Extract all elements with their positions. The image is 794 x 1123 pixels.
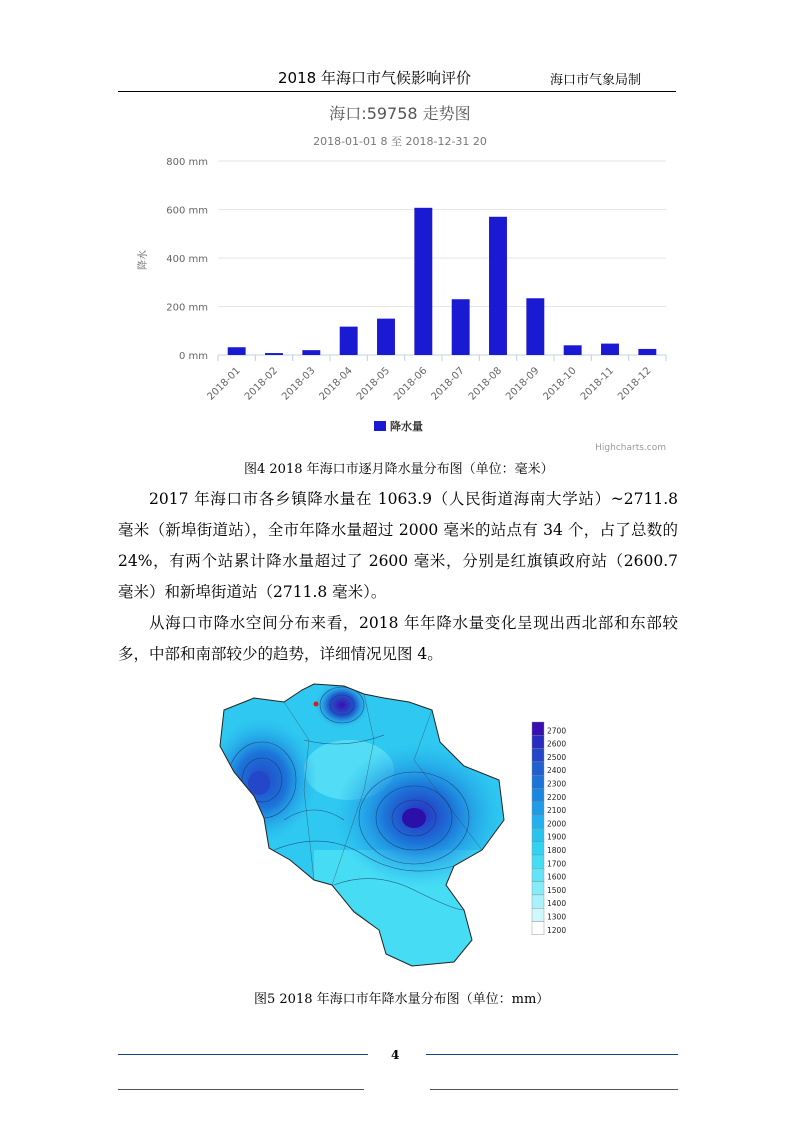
bar-2018-02[interactable] xyxy=(265,353,283,355)
chart-ylabel: 降水 xyxy=(138,250,149,270)
legend-swatch-1600 xyxy=(532,868,544,881)
header-org: 海口市气象局制 xyxy=(550,73,642,88)
x-tick-label: 2018-12 xyxy=(616,365,654,403)
bar-2018-06[interactable] xyxy=(414,208,432,355)
bar-2018-10[interactable] xyxy=(564,345,582,355)
x-tick-label: 2018-07 xyxy=(429,365,467,403)
legend-value: 2300 xyxy=(547,779,567,789)
legend-swatch-2600 xyxy=(532,735,544,748)
legend-swatch-2400 xyxy=(532,762,544,775)
legend-value: 1400 xyxy=(547,899,567,909)
legend-value: 2400 xyxy=(547,766,567,776)
bar-2018-09[interactable] xyxy=(526,298,544,355)
chart-y-axis xyxy=(166,157,208,362)
legend-value: 1900 xyxy=(547,832,567,842)
legend-swatch-2700 xyxy=(532,722,544,735)
legend-value: 2500 xyxy=(547,752,567,762)
map-svg xyxy=(214,680,567,970)
x-tick-label: 2018-06 xyxy=(392,365,430,403)
legend-swatch xyxy=(374,421,386,431)
legend-swatch-1800 xyxy=(532,842,544,855)
legend-swatch-2500 xyxy=(532,749,544,762)
bar-2018-03[interactable] xyxy=(302,350,320,355)
bar-2018-11[interactable] xyxy=(601,344,619,355)
paragraph-1: 2017 年海口市各乡镇降水量在 1063.9（人民街道海南大学站）~2711.8 毫米（新埠街道站），全市年降水量超过 2000 毫米的站点有 34 个，占了总数的 24%，有两个站累计降水量超过了 2600 毫米，分别是红旗镇政府站（2600.7 毫米）和新埠街道站（2711.8 毫米）。 xyxy=(118,490,678,601)
header-rule xyxy=(118,91,676,92)
legend-value: 1500 xyxy=(547,885,567,895)
y-tick-label: 400 mm xyxy=(166,254,208,265)
legend-swatch-1200 xyxy=(532,922,544,935)
precipitation-map xyxy=(214,680,567,970)
legend-label: 降水量 xyxy=(390,420,423,433)
legend-swatch-1500 xyxy=(532,882,544,895)
legend-value: 2200 xyxy=(547,792,567,802)
legend-swatch-2100 xyxy=(532,802,544,815)
legend-value: 1200 xyxy=(547,925,567,935)
figure-5-caption: 图5 2018 年海口市年降水量分布图（单位：mm） xyxy=(254,992,550,1007)
legend-value: 1700 xyxy=(547,859,567,869)
legend-swatch-1400 xyxy=(532,895,544,908)
footer-line-left xyxy=(118,1054,368,1055)
chart-legend[interactable] xyxy=(374,419,423,433)
chart-title: 海口:59758 走势图 xyxy=(329,104,471,123)
station-marker xyxy=(314,702,319,707)
header-title: 2018 年海口市气候影响评价 xyxy=(278,69,471,87)
legend-value: 2700 xyxy=(547,726,567,736)
page-header xyxy=(118,64,676,90)
bar-2018-04[interactable] xyxy=(340,327,358,355)
legend-swatch-1700 xyxy=(532,855,544,868)
footer-line-right xyxy=(426,1054,678,1055)
bar-2018-05[interactable] xyxy=(377,319,395,355)
x-tick-label: 2018-03 xyxy=(280,365,318,403)
x-tick-label: 2018-05 xyxy=(354,365,393,403)
paragraph-2: 从海口市降水空间分布来看，2018 年年降水量变化呈现出西北部和东部较多，中部和南部较少的趋势，详细情况见图 4。 xyxy=(118,614,678,663)
chart-grid xyxy=(218,161,666,355)
legend-value: 1300 xyxy=(547,912,567,922)
map-legend xyxy=(532,722,566,935)
chart-x-axis xyxy=(205,355,666,403)
x-tick-label: 2018-08 xyxy=(466,365,505,403)
y-tick-label: 600 mm xyxy=(166,205,208,217)
chart-credit[interactable]: Highcharts.com xyxy=(595,443,666,453)
page-number: 4 xyxy=(391,1048,400,1062)
bar-2018-12[interactable] xyxy=(638,349,656,355)
y-tick-label: 200 mm xyxy=(166,302,208,314)
x-tick-label: 2018-11 xyxy=(578,365,617,403)
legend-value: 2600 xyxy=(547,739,567,749)
legend-swatch-2000 xyxy=(532,815,544,828)
footer-line-bottom-left xyxy=(118,1089,364,1090)
legend-value: 1600 xyxy=(547,872,567,882)
legend-value: 2000 xyxy=(547,819,567,829)
bar-2018-08[interactable] xyxy=(489,217,507,355)
legend-swatch-2300 xyxy=(532,775,544,788)
legend-swatch-1900 xyxy=(532,828,544,841)
x-tick-label: 2018-04 xyxy=(317,365,355,403)
x-tick-label: 2018-02 xyxy=(242,365,281,403)
legend-value: 2100 xyxy=(547,806,567,816)
bar-2018-07[interactable] xyxy=(452,299,470,355)
x-tick-label: 2018-10 xyxy=(541,365,579,403)
figure-4-caption: 图4 2018 年海口市逐月降水量分布图（单位：毫米） xyxy=(244,462,554,477)
y-tick-label: 800 mm xyxy=(166,157,208,168)
x-tick-label: 2018-01 xyxy=(205,365,243,403)
chart-bars xyxy=(228,208,657,355)
chart-svg xyxy=(128,95,673,455)
footer-line-bottom-right xyxy=(430,1089,678,1090)
y-tick-label: 0 mm xyxy=(178,351,208,362)
legend-swatch-1300 xyxy=(532,908,544,921)
legend-value: 1800 xyxy=(547,846,567,855)
x-tick-label: 2018-09 xyxy=(504,365,542,403)
legend-swatch-2200 xyxy=(532,789,544,802)
monthly-precipitation-chart xyxy=(128,95,673,455)
bar-2018-01[interactable] xyxy=(228,347,246,355)
chart-subtitle: 2018-01-01 8 至 2018-12-31 20 xyxy=(313,135,487,148)
